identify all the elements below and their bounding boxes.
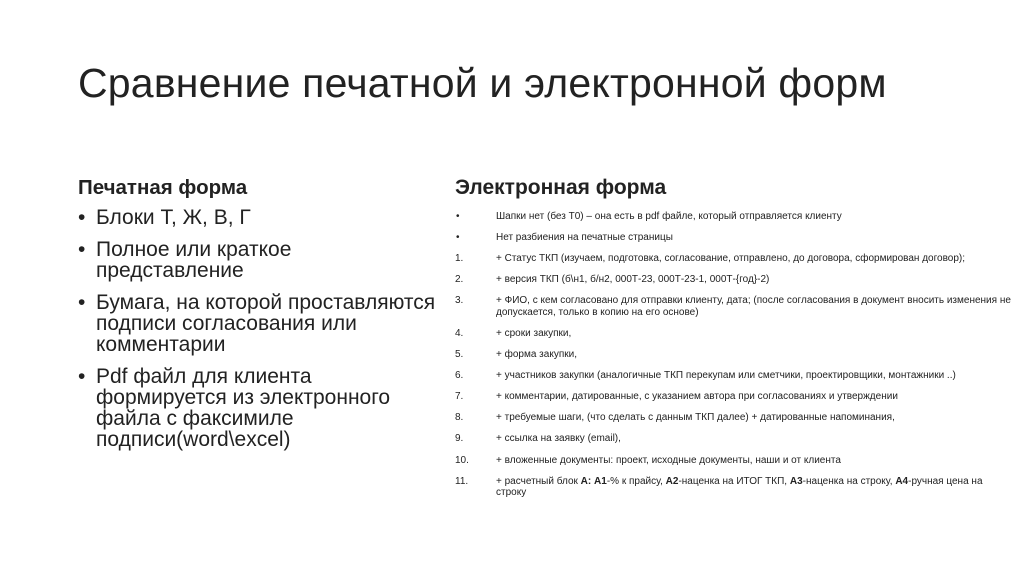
list-item: • Pdf файл для клиента формируется из электронного файла с факсимиле подписи(word\excel) — [78, 365, 391, 451]
bullet-icon: • — [456, 211, 460, 222]
slide-title: Сравнение печатной и электронной форм — [78, 60, 887, 106]
list-item: 3. + ФИО, с кем согласовано для отправки клиенту, дата; (после согласования в документ вносить изменения не допускается, только в копию на его основе) — [455, 295, 1011, 318]
print-form-list — [78, 207, 438, 450]
list-item: 1. + Статус ТКП (изучаем, подготовка, согласование, отправлено, до договора, сформирован договор); — [455, 253, 966, 265]
list-item: 5. + форма закупки, — [455, 349, 577, 361]
list-item: 8. + требуемые шаги, (что сделать с данным ТКП далее) + датированные напоминания, — [455, 412, 895, 424]
bullet-icon: • — [456, 232, 460, 244]
list-item: 10. + вложенные документы: проект, исходные документы, наши и от клиента — [455, 454, 841, 466]
bullet-icon: • — [78, 365, 86, 388]
bullet-icon: • — [78, 206, 86, 229]
bullet-icon: • — [78, 291, 86, 314]
electronic-form-column — [455, 176, 1015, 508]
electronic-form-heading: Электронная форма — [455, 176, 667, 199]
list-item: • Нет разбиения на печатные страницы — [456, 232, 673, 244]
list-item: • Блоки Т, Ж, В, Г — [78, 206, 251, 229]
electronic-form-list — [455, 211, 1015, 499]
print-form-column — [78, 176, 438, 461]
list-item: • Бумага, на которой проставляются подписи согласования или комментарии — [78, 291, 436, 356]
list-item: 7. + комментарии, датированные, с указанием автора при согласованиях и утверждении — [455, 391, 898, 403]
print-form-heading: Печатная форма — [78, 176, 248, 199]
list-item: • Шапки нет (без Т0) – она есть в pdf файле, который отправляется клиенту — [456, 211, 842, 222]
list-item: 11. + расчетный блок А: А1-% к прайсу, А2-наценка на ИТОГ ТКП, А3-наценка на строку, А4-ручная цена на строку — [455, 475, 983, 499]
list-item: 4. + сроки закупки, — [455, 327, 572, 339]
list-item: 9. + ссылка на заявку (email), — [455, 433, 621, 445]
list-item: • Полное или краткое представление — [78, 238, 292, 282]
list-item: 6. + участников закупки (аналогичные ТКП перекупам или сметчики, проектировщики, монтажники ..) — [455, 370, 956, 382]
bullet-icon: • — [78, 238, 86, 261]
list-item: 2. + версия ТКП (б\н1, б/н2, 000Т-23, 000Т-23-1, 000Т-{год}-2) — [455, 274, 770, 286]
